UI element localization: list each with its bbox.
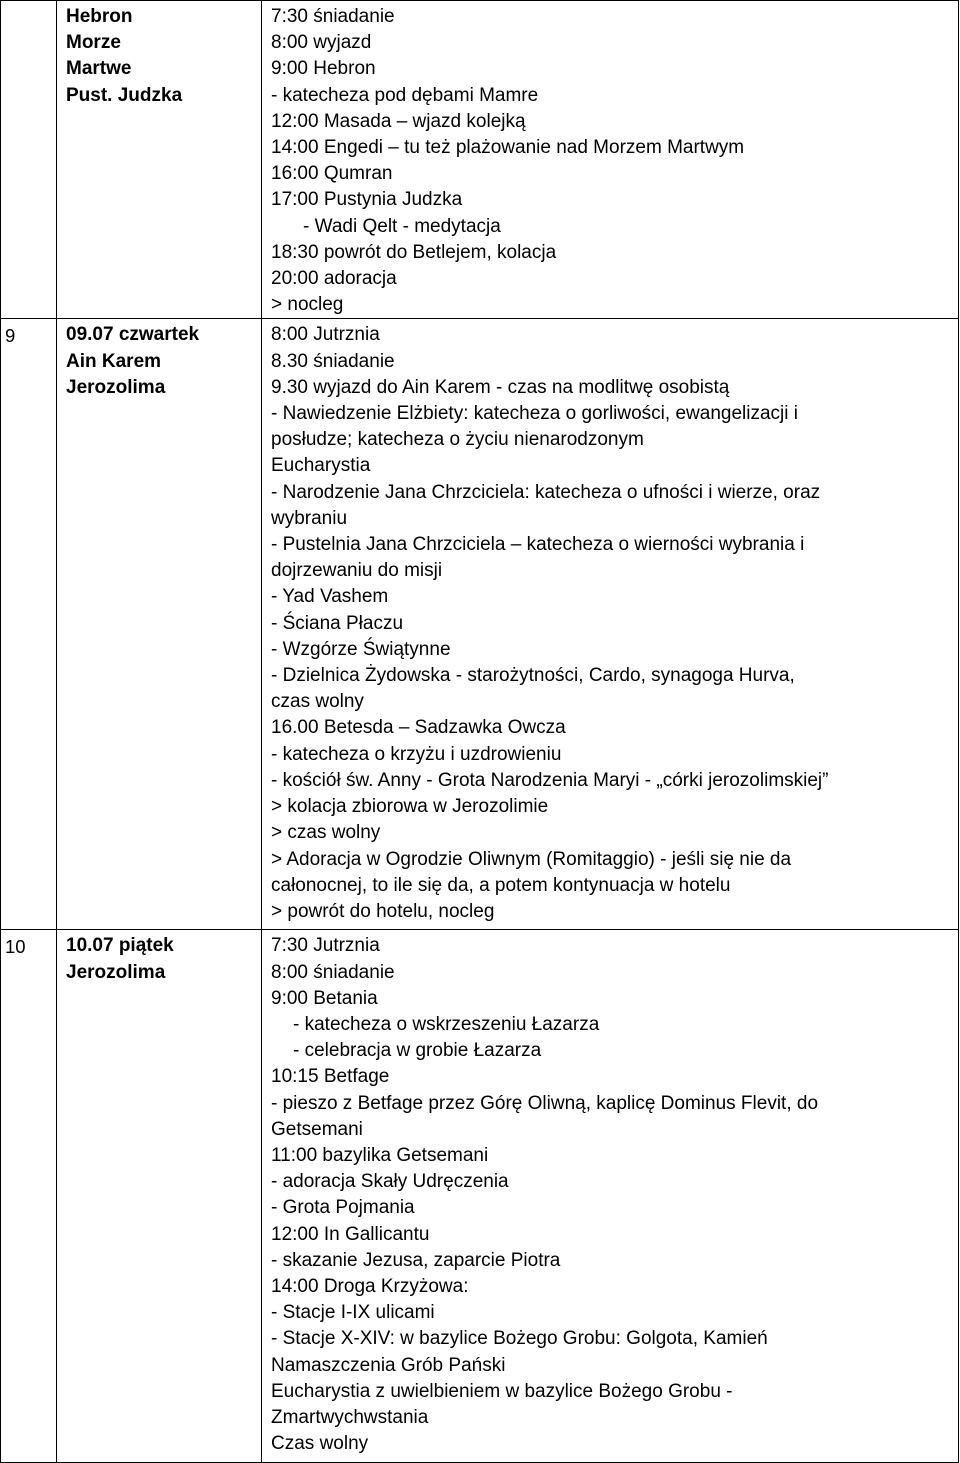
program-line: Eucharystia z uwielbieniem w bazylice Bożego Grobu - <box>271 1380 733 1402</box>
day-number-cell: 10 <box>1 930 57 1463</box>
program-line: 7:30 Jutrznia <box>271 935 380 957</box>
day-number-cell: 9 <box>1 319 57 930</box>
program-line: - Stacje I-IX ulicami <box>271 1302 435 1324</box>
program-cell <box>262 319 959 930</box>
program-line: 17:00 Pustynia Judzka <box>271 189 463 211</box>
program-line: > kolacja zbiorowa w Jerozolimie <box>271 796 549 818</box>
day-number-cell <box>1 1 57 319</box>
program-line: - Narodzenie Jana Chrzciciela: katecheza o ufności i wierze, oraz <box>271 481 821 503</box>
program-line: całonocnej, to ile się da, a potem kontynuacja w hotelu <box>271 874 731 896</box>
itinerary-row <box>1 930 959 1463</box>
day-label-line: Jerozolima <box>66 961 166 983</box>
program-line: 18:30 powrót do Betlejem, kolacja <box>271 241 557 263</box>
itinerary-row <box>1 319 959 930</box>
program-line: - pieszo z Betfage przez Górę Oliwną, kaplicę Dominus Flevit, do <box>271 1092 819 1114</box>
program-line: - skazanie Jezusa, zaparcie Piotra <box>271 1249 561 1271</box>
day-label-line: 09.07 czwartek <box>66 324 200 346</box>
program-line: 11:00 bazylika Getsemani <box>271 1145 489 1167</box>
program-line: 8:00 śniadanie <box>271 961 395 983</box>
program-line: - Stacje X-XIV: w bazylice Bożego Grobu: Golgota, Kamień <box>271 1328 768 1350</box>
day-label-line: Hebron <box>66 6 133 27</box>
program-line: - kościół św. Anny - Grota Narodzenia Maryi - „córki jerozolimskiej” <box>271 769 829 791</box>
program-line: 8:00 wyjazd <box>271 32 372 54</box>
program-line: Eucharystia <box>271 455 371 477</box>
program-line: - Pustelnia Jana Chrzciciela – katecheza o wierności wybrania i <box>271 534 805 556</box>
program-line: 8.30 śniadanie <box>271 350 395 372</box>
program-line: - Wzgórze Świątynne <box>271 638 451 660</box>
program-line: 20:00 adoracja <box>271 268 397 290</box>
program-cell <box>262 930 959 1463</box>
program-line: 9.30 wyjazd do Ain Karem - czas na modlitwę osobistą <box>271 376 730 398</box>
program-line: - Grota Pojmania <box>271 1197 415 1219</box>
program-line: - Dzielnica Żydowska - starożytności, Cardo, synagoga Hurva, <box>271 665 795 687</box>
program-line: 8:00 Jutrznia <box>271 324 380 346</box>
day-label-cell <box>57 319 262 930</box>
program-line: - katecheza o krzyżu i uzdrowieniu <box>271 743 562 765</box>
program-line: > powrót do hotelu, nocleg <box>271 900 495 922</box>
program-line: wybraniu <box>271 507 348 529</box>
program-line: Czas wolny <box>271 1433 369 1455</box>
program-line: - adoracja Skały Udręczenia <box>271 1171 509 1193</box>
program-line: Getsemani <box>271 1118 363 1140</box>
program-line: > Adoracja w Ogrodzie Oliwnym (Romitaggio) - jeśli się nie da <box>271 848 792 870</box>
program-line: posłudze; katecheza o życiu nienarodzonym <box>271 429 644 451</box>
program-line: 12:00 Masada – wjazd kolejką <box>271 110 526 132</box>
program-line: czas wolny <box>271 691 364 713</box>
day-label-line: Pust. Judzka <box>66 84 183 106</box>
program-line: - Nawiedzenie Elżbiety: katecheza o gorliwości, ewangelizacji i <box>271 403 798 425</box>
day-label-line: Martwe <box>66 58 132 80</box>
day-label-line: Ain Karem <box>66 350 162 372</box>
program-line: 9:00 Hebron <box>271 58 376 80</box>
day-label-cell <box>57 930 262 1463</box>
program-line: - Yad Vashem <box>271 586 389 608</box>
program-line: - katecheza pod dębami Mamre <box>271 84 539 106</box>
program-line: 12:00 In Gallicantu <box>271 1223 430 1245</box>
day-label-cell <box>57 1 262 319</box>
program-line: - Ściana Płaczu <box>271 612 404 634</box>
program-line: 7:30 śniadanie <box>271 6 395 27</box>
itinerary-row <box>1 1 959 319</box>
program-line: dojrzewaniu do misji <box>271 560 443 582</box>
program-line: 14:00 Engedi – tu też plażowanie nad Morzem Martwym <box>271 137 745 159</box>
program-line: > czas wolny <box>271 822 381 844</box>
program-line: - Wadi Qelt - medytacja <box>303 215 501 237</box>
day-label-line: Jerozolima <box>66 376 166 398</box>
program-line: 14:00 Droga Krzyżowa: <box>271 1276 469 1298</box>
program-line: > nocleg <box>271 294 344 316</box>
day-label-line: Morze <box>66 32 121 54</box>
program-line: 9:00 Betania <box>271 987 378 1009</box>
program-line: - katecheza o wskrzeszeniu Łazarza <box>293 1014 600 1036</box>
program-line: Zmartwychwstania <box>271 1407 429 1429</box>
day-label-line: 10.07 piątek <box>66 935 174 957</box>
program-line: 10:15 Betfage <box>271 1066 390 1088</box>
program-cell <box>262 1 959 319</box>
itinerary-body <box>1 1 959 1463</box>
program-line: 16:00 Qumran <box>271 163 393 185</box>
program-line: - celebracja w grobie Łazarza <box>293 1040 542 1062</box>
program-line: Namaszczenia Grób Pański <box>271 1354 506 1376</box>
program-line: 16.00 Betesda – Sadzawka Owcza <box>271 717 566 739</box>
